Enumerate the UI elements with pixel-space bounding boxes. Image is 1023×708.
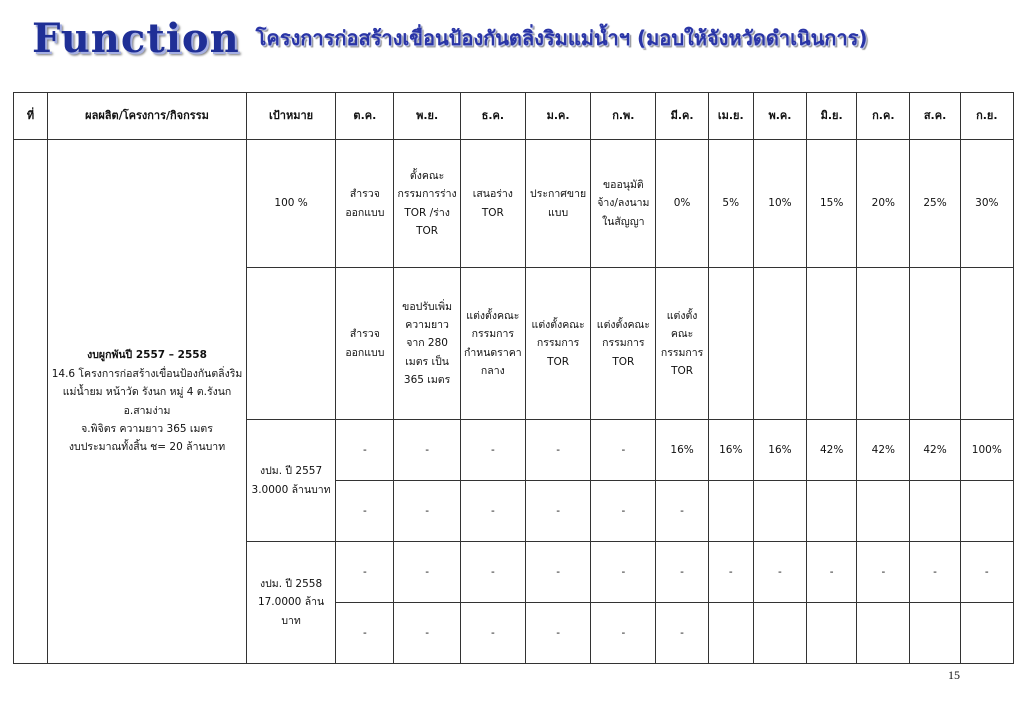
project-line-4: งบประมาณทั้งสิ้น ช= 20 ล้านบาท (68, 441, 226, 454)
plan-row (14, 140, 1014, 268)
actual-cell: แต่งตั้งคณะกรรมการ TOR (591, 268, 656, 420)
budget-2558-plan-cell: - (960, 542, 1013, 603)
plan-cell: ตั้งคณะกรรมการร่าง TOR /ร่าง TOR (394, 140, 460, 268)
title-subtitle: โครงการก่อสร้างเขื่อนป้องกันตลิ่งริมแม่น้ำฯ (มอบให้จังหวัดดำเนินการ) (255, 26, 868, 50)
budget-2557-actual-cell (807, 481, 857, 542)
plan-cell: ประกาศขายแบบ (525, 140, 590, 268)
budget-2557-plan-cell: 42% (857, 420, 910, 481)
plan-cell: เสนอร่าง TOR (460, 140, 525, 268)
target-cell-empty (246, 268, 335, 420)
budget-2558-actual-cell: - (525, 603, 590, 664)
budget-2557-plan-cell: 16% (753, 420, 806, 481)
target-cell: 100 % (246, 140, 335, 268)
actual-cell: แต่งตั้งคณะกรรมการ TOR (656, 268, 708, 420)
header-row (14, 93, 1014, 140)
budget-2558-plan-cell: - (525, 542, 590, 603)
budget-2557-actual-cell: - (525, 481, 590, 542)
row-number-cell (14, 140, 48, 664)
budget-2558-actual-cell: - (591, 603, 656, 664)
actual-cell: ขอปรับเพิ่มความยาวจาก 280 เมตร เป็น 365 เมตร (394, 268, 460, 420)
budget-2558-actual-cell (857, 603, 910, 664)
project-line-1: งบผูกพันปี 2557 – 2558 (87, 349, 207, 362)
budget-2557-plan-cell: - (394, 420, 460, 481)
budget-2557-plan-cell: 16% (708, 420, 753, 481)
budget-2557-actual-cell (910, 481, 960, 542)
budget-2557-actual-cell (708, 481, 753, 542)
column-header: ต.ค. (336, 93, 394, 140)
actual-cell (857, 268, 910, 420)
budget-2558-plan-cell: - (394, 542, 460, 603)
budget-2557-plan-cell: - (591, 420, 656, 481)
actual-cell (807, 268, 857, 420)
actual-cell (960, 268, 1013, 420)
budget-2557-actual-cell: - (394, 481, 460, 542)
column-header: ก.ค. (857, 93, 910, 140)
actual-cell (910, 268, 960, 420)
actual-cell (708, 268, 753, 420)
budget-2557: งปม. ปี 2557 3.0000 ล้านบาท (246, 420, 335, 542)
actual-cell: แต่งตั้งคณะกรรมการ TOR (525, 268, 590, 420)
budget-2558-actual-cell (960, 603, 1013, 664)
budget-2558-actual-cell (753, 603, 806, 664)
actual-cell: แต่งตั้งคณะกรรมการกำหนดราคากลาง (460, 268, 525, 420)
budget-2558-actual-cell: - (394, 603, 460, 664)
column-header: พ.ย. (394, 93, 460, 140)
column-header: เม.ย. (708, 93, 753, 140)
budget-2557-plan-cell: 42% (910, 420, 960, 481)
project-description (48, 140, 247, 664)
budget-2558-actual-cell: - (336, 603, 394, 664)
plan-cell: 0% (656, 140, 708, 268)
column-header: ม.ค. (525, 93, 590, 140)
budget-2557-actual-cell (960, 481, 1013, 542)
budget-2557-actual-cell: - (460, 481, 525, 542)
budget-2557-plan-cell: - (525, 420, 590, 481)
column-header: ที่ (14, 93, 48, 140)
column-header: ก.ย. (960, 93, 1013, 140)
project-line-3: จ.พิจิตร ความยาว 365 เมตร (81, 422, 213, 435)
budget-2557-actual-cell (857, 481, 910, 542)
budget-2558-plan-cell: - (336, 542, 394, 603)
plan-cell: สำรวจออกแบบ (336, 140, 394, 268)
budget-2557-actual-cell: - (591, 481, 656, 542)
budget-2558-plan-cell: - (807, 542, 857, 603)
plan-cell: ขออนุมัติจ้าง/ลงนามในสัญญา (591, 140, 656, 268)
budget-2558-actual-cell (807, 603, 857, 664)
budget-2558-plan-cell: - (708, 542, 753, 603)
column-header: ผลผลิต/โครงการ/กิจกรรม (48, 93, 247, 140)
budget-2557-plan-cell: - (336, 420, 394, 481)
column-header: ก.พ. (591, 93, 656, 140)
plan-cell: 10% (753, 140, 806, 268)
slide-title (32, 10, 1012, 66)
budget-2557-plan-cell: 42% (807, 420, 857, 481)
project-line-2: 14.6 โครงการก่อสร้างเขื่อนป้องกันตลิ่งริมแม่น้ำยม หน้าวัด รังนก หมู่ 4 ต.รังนก อ.สามง่าม (51, 367, 243, 417)
budget-2558-plan-cell: - (910, 542, 960, 603)
plan-cell: 25% (910, 140, 960, 268)
budget-2558-plan-cell: - (591, 542, 656, 603)
column-header: มิ.ย. (807, 93, 857, 140)
budget-2558-plan-cell: - (656, 542, 708, 603)
page-number: 15 (948, 668, 960, 682)
budget-2557-actual-cell: - (656, 481, 708, 542)
column-header: มี.ค. (656, 93, 708, 140)
budget-2557-actual-cell (753, 481, 806, 542)
plan-cell: 15% (807, 140, 857, 268)
budget-2557-actual-cell: - (336, 481, 394, 542)
column-header: พ.ค. (753, 93, 806, 140)
budget-2557-plan-cell: 100% (960, 420, 1013, 481)
budget-2558-actual-cell: - (656, 603, 708, 664)
budget-2557-plan-cell: 16% (656, 420, 708, 481)
actual-cell (753, 268, 806, 420)
budget-2558: งปม. ปี 2558 17.0000 ล้านบาท (246, 542, 335, 664)
column-header: ธ.ค. (460, 93, 525, 140)
title-main: Function (32, 14, 240, 62)
budget-2558-plan-cell: - (753, 542, 806, 603)
budget-2558-actual-cell: - (460, 603, 525, 664)
plan-cell: 20% (857, 140, 910, 268)
budget-2558-plan-cell: - (857, 542, 910, 603)
actual-cell: สำรวจออกแบบ (336, 268, 394, 420)
column-header: ส.ค. (910, 93, 960, 140)
budget-2557-plan-cell: - (460, 420, 525, 481)
plan-table (13, 92, 1014, 664)
budget-2558-actual-cell (708, 603, 753, 664)
plan-cell: 30% (960, 140, 1013, 268)
budget-2558-actual-cell (910, 603, 960, 664)
column-header: เป้าหมาย (246, 93, 335, 140)
plan-cell: 5% (708, 140, 753, 268)
budget-2558-plan-cell: - (460, 542, 525, 603)
